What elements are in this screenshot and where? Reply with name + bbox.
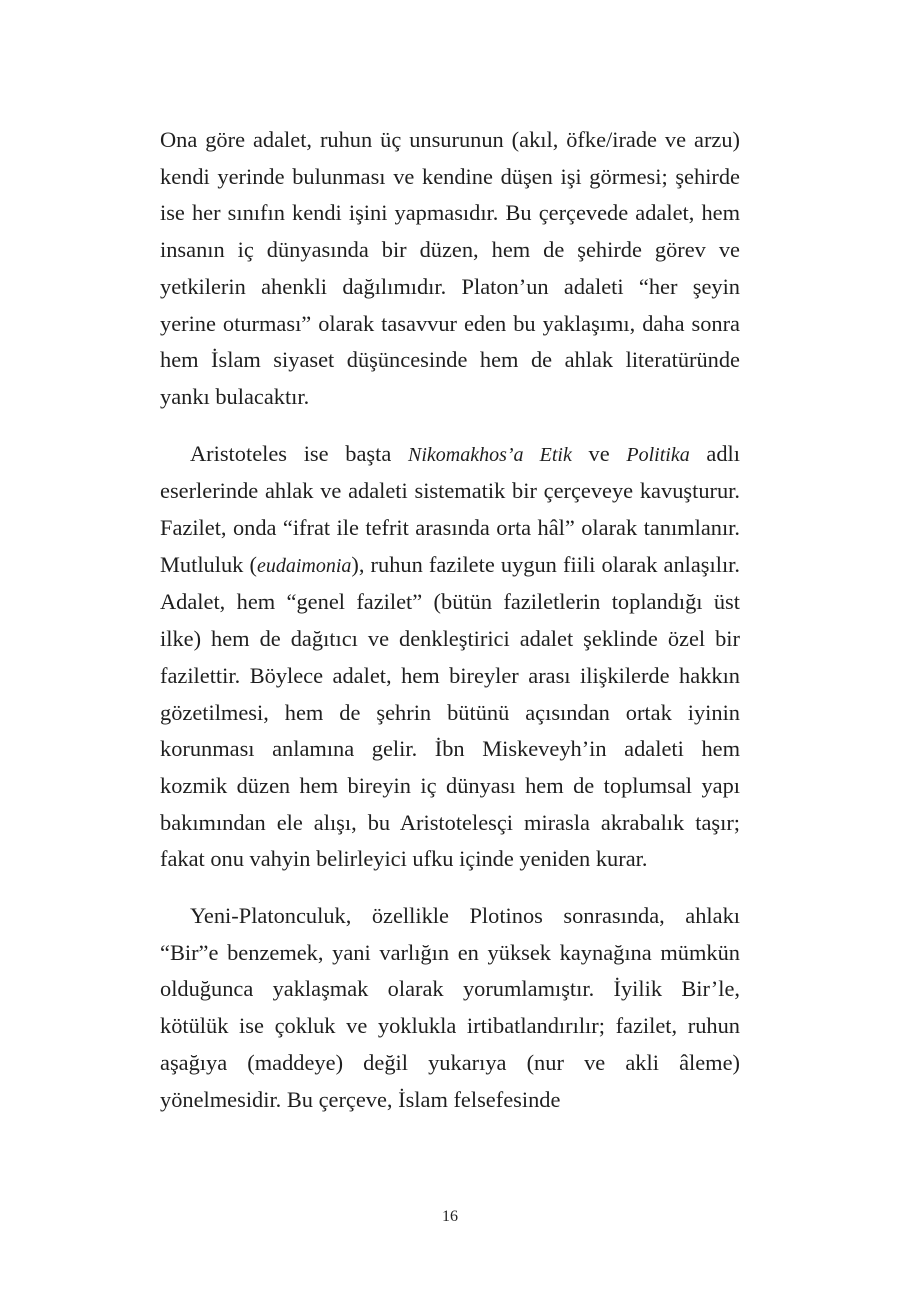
paragraph-text: ), ruhun fazilete uygun fiili olarak anlaşılır. Adalet, hem “genel fazilet” (bütün faziletlerin toplandığı üst ilke) hem de dağıtıcı ve denkleştirici adalet şeklinde özel bir fazilettir. Böylece adalet, hem bireyler arası ilişkilerde hakkın gözetilmesi, hem de şehrin bütünü açısından ortak iyinin korunması anlamına gelir. İbn Miskeveyh’in adaleti hem kozmik düzen hem bireyin iç dünyası hem de toplumsal yapı bakımından ele alışı, bu Aristotelesçi mirasla akrabalık taşır; fakat onu vahyin belirleyici ufku içinde yeniden kurar. — [160, 551, 740, 872]
page-number: 16 — [442, 1208, 458, 1225]
term-eudaimonia: eudaimonia — [256, 554, 352, 577]
paragraph-text: Aristoteles ise başta — [190, 440, 408, 466]
paragraph-text: Yeni-Platonculuk, özellikle Plotinos sonrasında, ahlakı “Bir”e benzemek, yani varlığın en yüksek kaynağına mümkün olduğunca yaklaşmak olarak yorumlamıştır. İyilik Bir’le, kötülük ise çokluk ve yoklukla irtibatlandırılır; fazilet, ruhun aşağıya (maddeye) değil yukarıya (nur ve akli âleme) yönelmesidir. Bu çerçeve, İslam felsefesinde — [160, 903, 740, 1112]
book-title-politika: Politika — [626, 443, 690, 466]
paragraph-yeni-platonculuk — [160, 898, 740, 1118]
paragraph-aristoteles — [160, 436, 740, 878]
paragraph-platon — [160, 122, 740, 416]
book-title-nikomakhos: Nikomakhos’a Etik — [407, 443, 572, 466]
paragraph-platon-text: Ona göre adalet, ruhun üç unsurunun (akıl, öfke/irade ve arzu) kendi yerinde bulunması ve kendine düşen işi görmesi; şehirde ise her sınıfın kendi işini yapmasıdır. Bu çerçevede adalet, hem insanın iç dünyasında bir düzen, hem de şehirde görev ve yetkilerin ahenkli dağılımıdır. Platon’un adaleti “her şeyin yerine oturması” olarak tasavvur eden bu yaklaşımı, daha sonra hem İslam siyaset düşüncesinde hem de ahlak literatüründe yankı bulacaktır. — [160, 127, 740, 409]
body-text — [160, 122, 740, 1118]
paragraph-text: ve — [571, 440, 627, 466]
paragraph-text: adlı eserlerinde ahlak ve adaleti sistematik bir çerçeveye kavuşturur. Fazilet, onda “ifrat ile tefrit arasında orta hâl” olarak tanımlanır. Mutluluk ( — [160, 440, 740, 577]
